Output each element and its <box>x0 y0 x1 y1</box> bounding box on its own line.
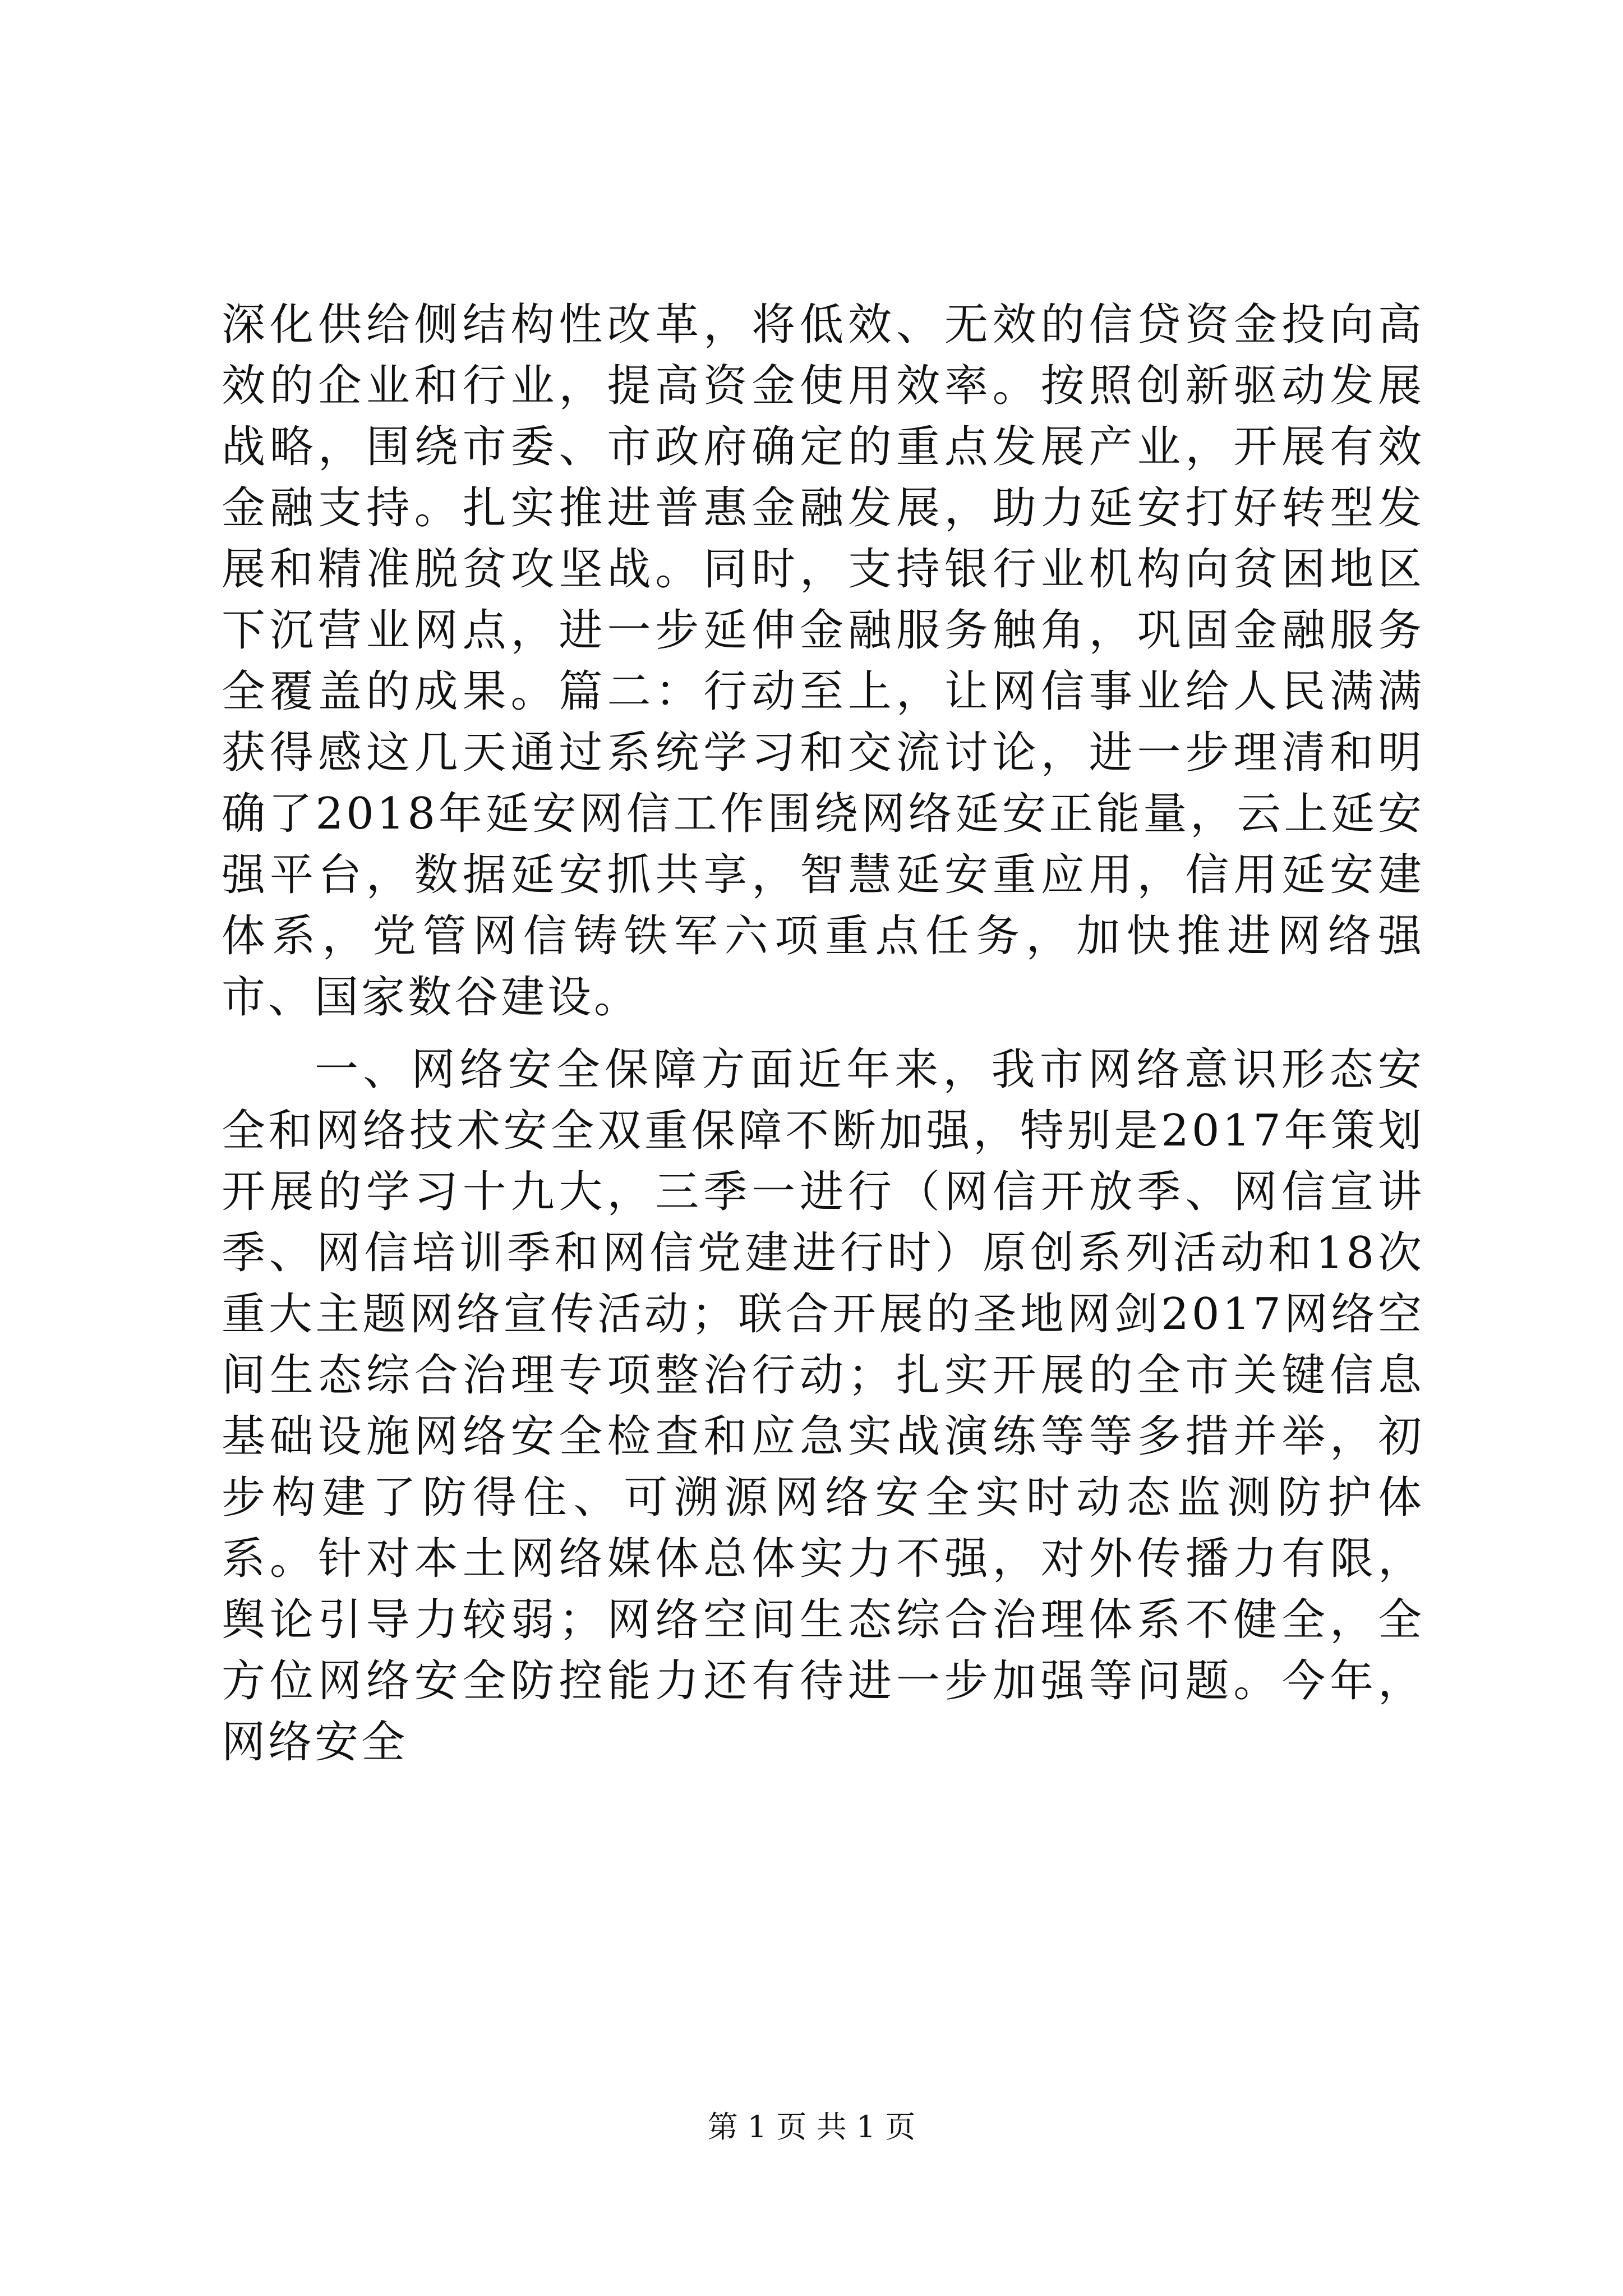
page-footer: 第 1 页 共 1 页 <box>707 2109 916 2145</box>
paragraph-1: 深化供给侧结构性改革，将低效、无效的信贷资金投向高效的企业和行业，提高资金使用效率。按照创新驱动发展战略，围绕市委、市政府确定的重点发展产业，开展有效金融支持。扎实推进普惠金融发展，助力延安打好转型发展和精准脱贫攻坚战。同时，支持银行业机构向贫困地区下沉营业网点，进一步延伸金融服务触角，巩固金融服务全覆盖的成果。篇二：行动至上，让网信事业给人民满满获得感这几天通过系统学习和交流讨论，进一步理清和明确了2018年延安网信工作围绕网络延安正能量，云上延安强平台，数据延安抓共享，智慧延安重应用，信用延安建体系，党管网信铸铁军六项重点任务，加快推进网络强市、国家数谷建设。 <box>222 300 1424 1023</box>
document-body <box>222 295 1424 1773</box>
paragraph-2: 一、网络安全保障方面近年来，我市网络意识形态安全和网络技术安全双重保障不断加强，特别是2017年策划开展的学习十九大，三季一进行（网信开放季、网信宣讲季、网信培训季和网信党建进行时）原创系列活动和18次重大主题网络宣传活动；联合开展的圣地网剑2017网络空间生态综合治理专项整治行动；扎实开展的全市关键信息基础设施网络安全检查和应急实战演练等等多措并举，初步构建了防得住、可溯源网络安全实时动态监测防护体系。针对本土网络媒体总体实力不强，对外传播力有限，舆论引导力较弱；网络空间生态综合治理体系不健全，全方位网络安全防控能力还有待进一步加强等问题。今年，网络安全 <box>222 1045 1424 1768</box>
